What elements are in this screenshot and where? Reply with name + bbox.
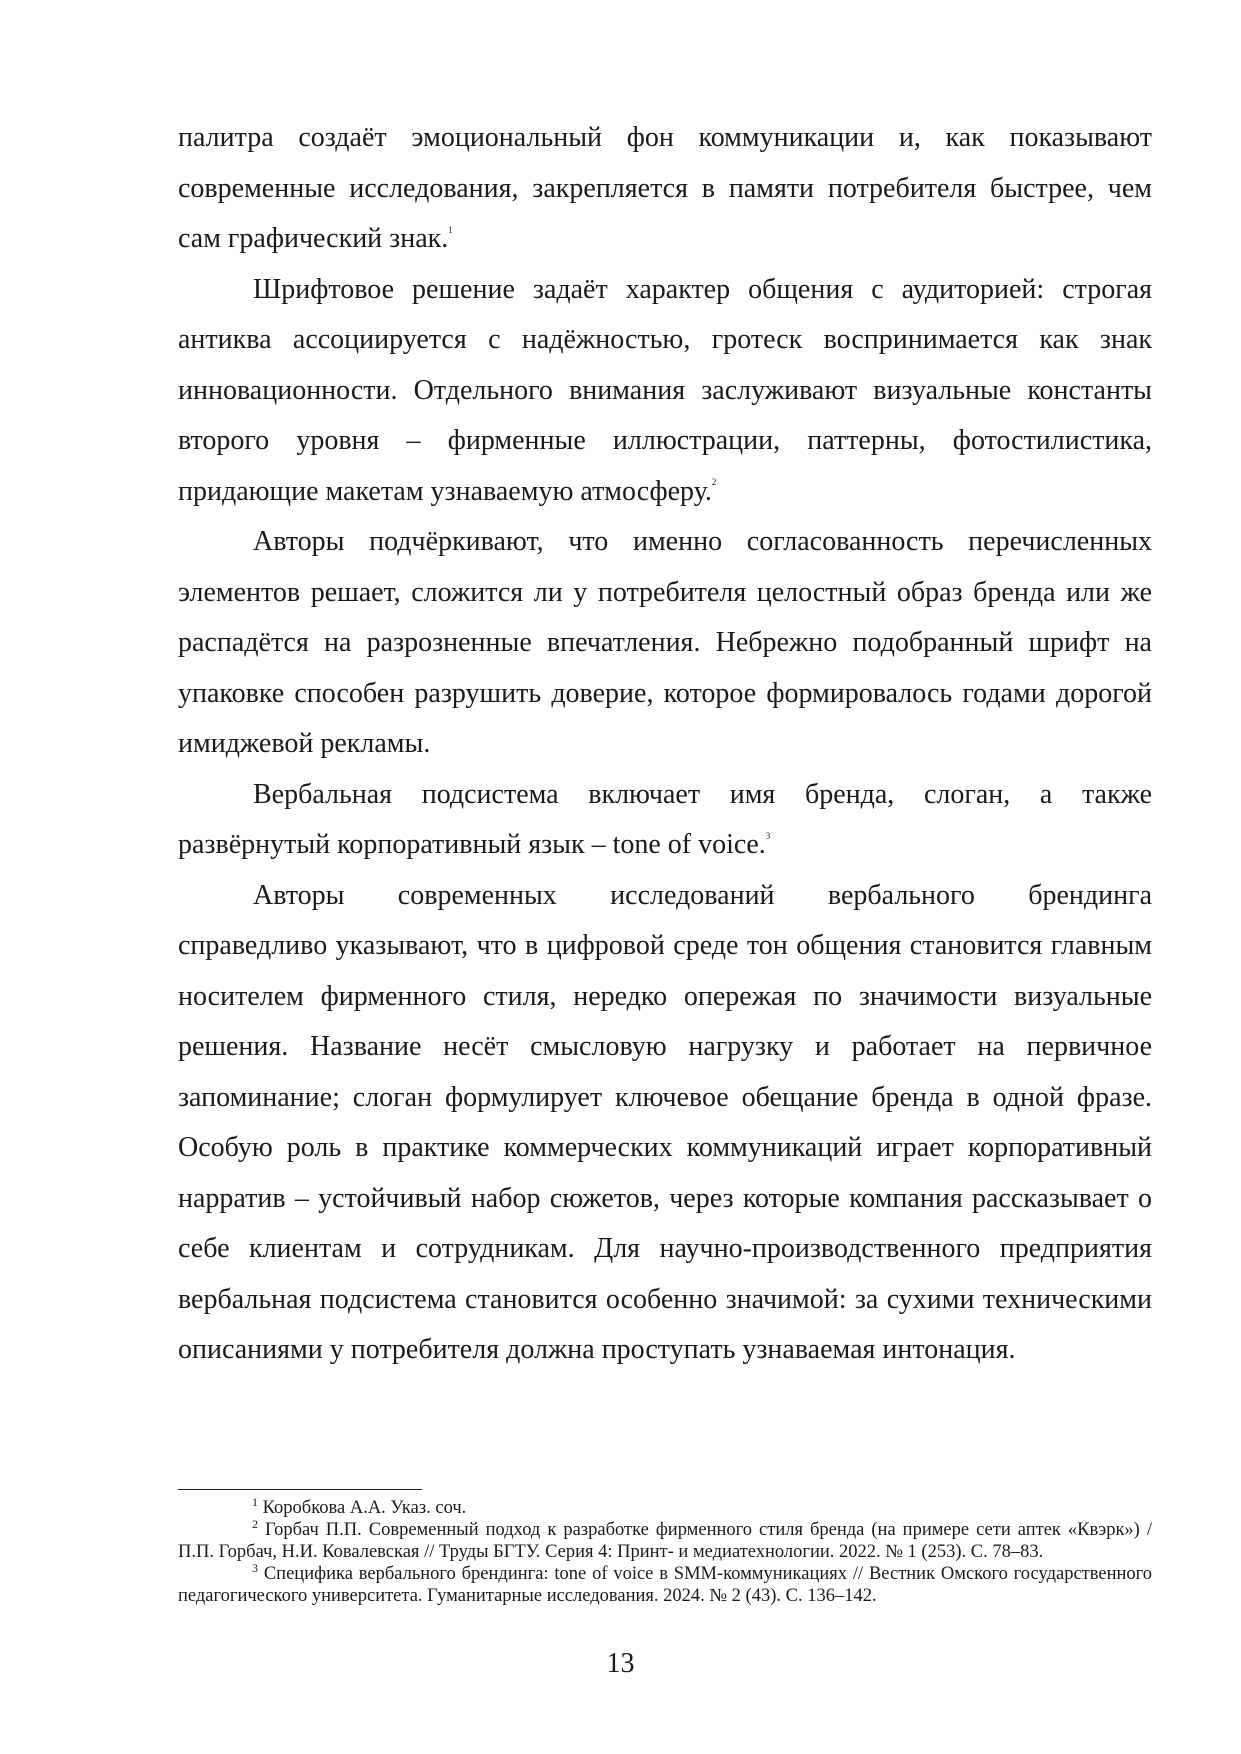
- footnote-2: [178, 1516, 1152, 1563]
- paragraph-5: [178, 921, 1152, 1376]
- footnote-3-number: 3: [252, 1560, 258, 1575]
- body-text: [178, 113, 1152, 1376]
- paragraph-4-text: Вербальная подсистема включает имя бренда, слоган, а также развёрнутый корпоративный язык – tone of voice.: [178, 778, 1152, 860]
- footnote-3-text: Специфика вербального брендинга: tone of voice в SMM-коммуникациях // Вестник Омского государственного педагогического университета. Гуманитарные исследования. 2024. № 2 (43). С. 136–142.: [178, 1564, 1153, 1606]
- footnote-separator: [178, 1489, 422, 1490]
- paragraph-1: [178, 113, 1152, 265]
- footnote-1: [178, 1494, 1152, 1519]
- paragraph-2-text: Шрифтовое решение задаёт характер общения с аудиторией: строгая антиква ассоциируется с надёжностью, гротеск воспринимается как знак инновационности. Отдельного внимания заслуживают визуальные константы второго уровня – фирменные иллюстрации, паттерны, фотостилистика, придающие макетам узнаваемую атмосферу.: [178, 273, 1152, 507]
- paragraph-1-text: палитра создаёт эмоциональный фон коммуникации и, как показывают современные исследования, закрепляется в памяти потребителя быстрее, чем сам графический знак.: [178, 122, 1152, 254]
- paragraph-5-line1: Авторы современных исследований вербального брендинга: [253, 879, 1152, 911]
- paragraph-2: [178, 265, 1152, 518]
- paragraph-4: [178, 770, 1152, 871]
- paragraph-3-text: Авторы подчёркивают, что именно согласованность перечисленных элементов решает, сложится ли у потребителя целостный образ бренда или же распадётся на разрозненные впечатления. Небрежно подобранный шрифт на упаковке способен разрушить доверие, которое формировалось годами дорогой имиджевой рекламы.: [178, 526, 1152, 759]
- footnote-2-number: 2: [252, 1516, 258, 1531]
- footnote-ref-3: 3: [765, 830, 771, 841]
- footnote-ref-1: 1: [448, 224, 453, 235]
- footnote-3: [178, 1560, 1153, 1607]
- footnote-2-text: Горбач П.П. Современный подход к разработке фирменного стиля бренда (на примере сети аптек «Квэрк») / П.П. Горбач, Н.И. Ковалевская // Труды БГТУ. Серия 4: Принт- и медиатехнологии. 2022. № 1 (253). С. 78–83.: [178, 1520, 1152, 1562]
- paragraph-5-text: справедливо указывают, что в цифровой среде тон общения становится главным носителем фирменного стиля, нередко опережая по значимости визуальные решения. Название несёт смысловую нагрузку и работает на первичное запоминание; слоган формулирует ключевое обещание бренда в одной фразе. Особую роль в практике коммерческих коммуникаций играет корпоративный нарратив – устойчивый набор сюжетов, через которые компания рассказывает о себе клиентам и сотрудникам. Для научно-производственного предприятия вербальная подсистема становится особенно значимой: за сухими техническими описаниями у потребителя должна проступать узнаваемая интонация.: [178, 930, 1152, 1365]
- footnotes: [178, 1494, 1153, 1607]
- footnote-ref-2: 2: [711, 477, 717, 488]
- footnote-1-number: 1: [252, 1494, 258, 1509]
- page-number: 13: [606, 1648, 635, 1679]
- paragraph-3: [178, 517, 1152, 770]
- footnote-1-text: Коробкова А.А. Указ. соч.: [262, 1498, 467, 1518]
- paragraph-5-first-line: [178, 871, 1152, 922]
